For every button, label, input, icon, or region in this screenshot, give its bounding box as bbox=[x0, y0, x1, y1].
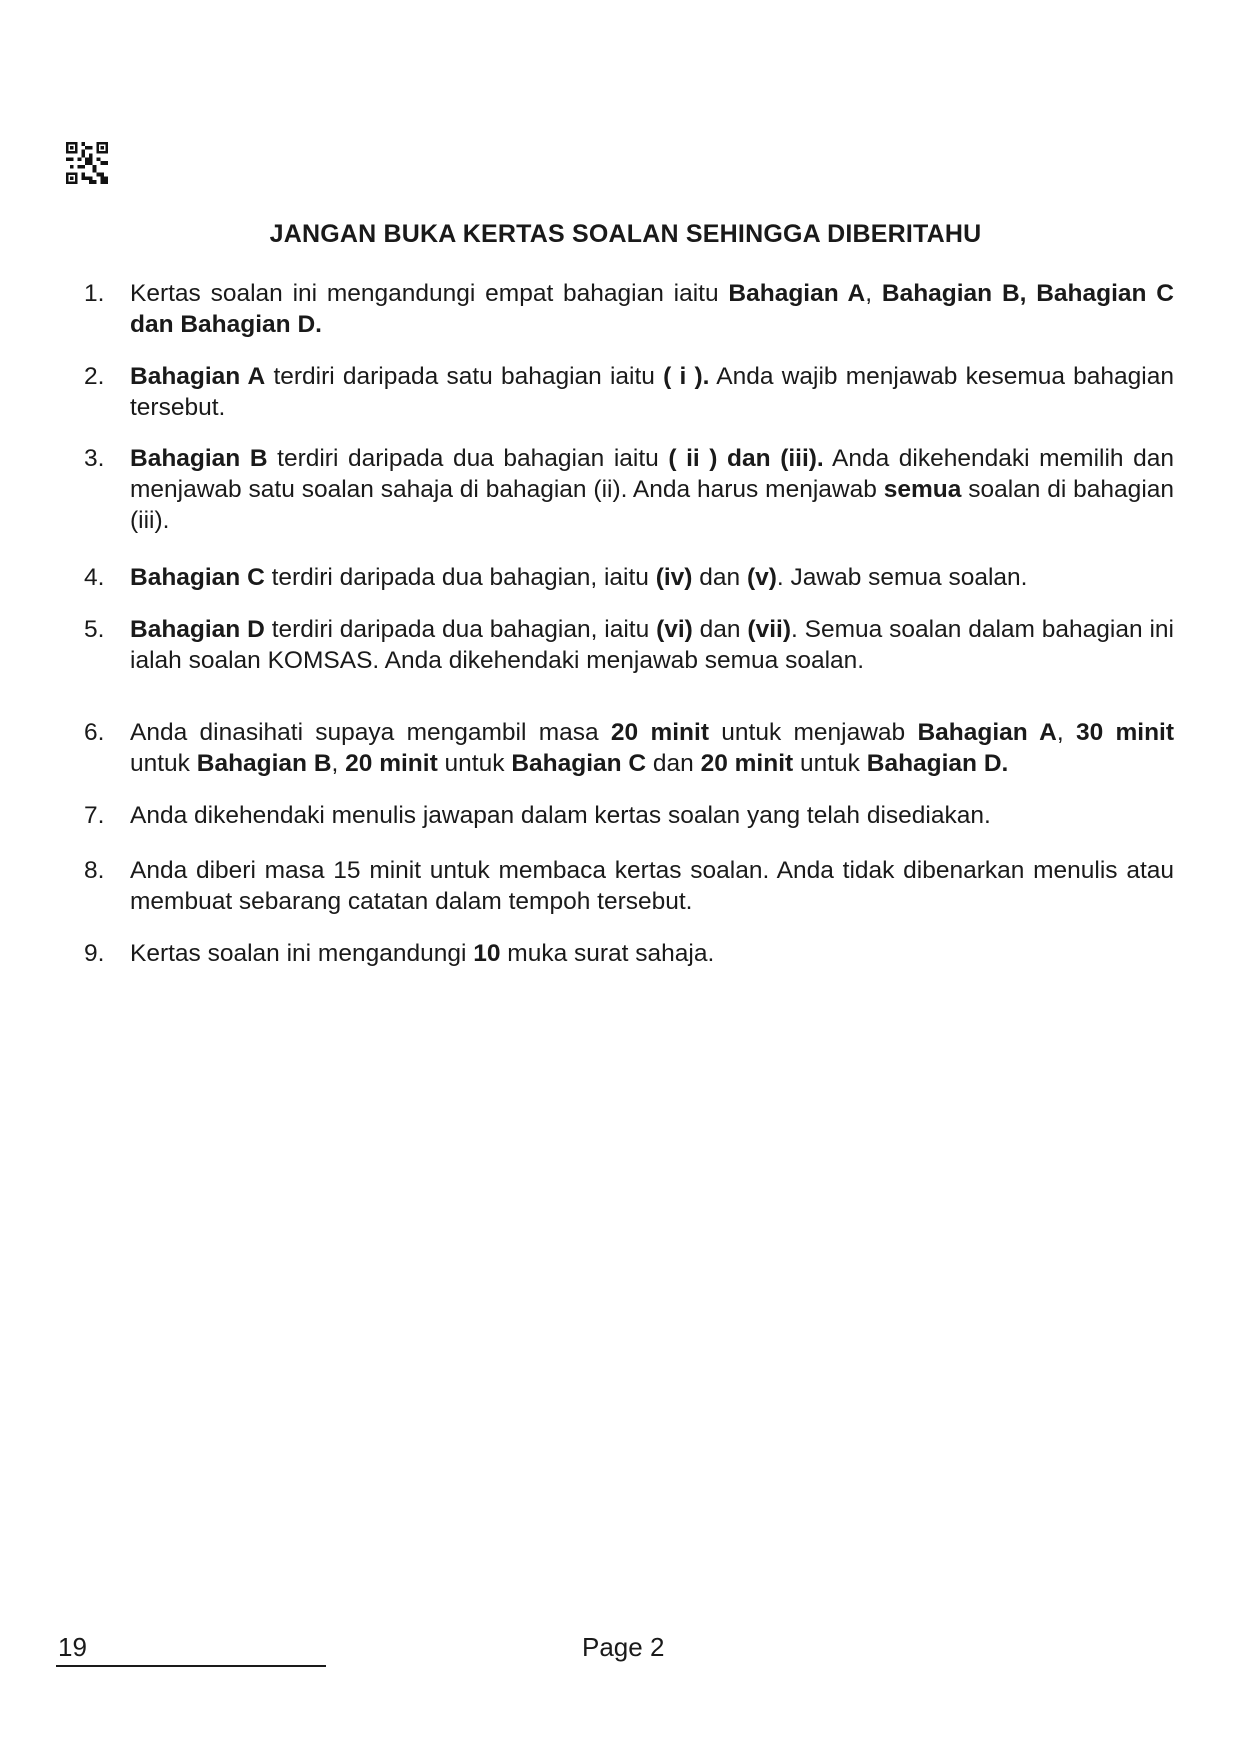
instruction-text-segment: , bbox=[865, 280, 882, 307]
instruction-item bbox=[84, 938, 1174, 969]
instruction-text-bold: Bahagian D. bbox=[866, 750, 1009, 777]
instruction-item bbox=[84, 614, 1174, 676]
instruction-text-bold: Bahagian C bbox=[511, 750, 647, 777]
instruction-text-bold: (vii) bbox=[747, 616, 791, 643]
instruction-text-segment: untuk menjawab bbox=[708, 719, 918, 746]
instruction-number: 6. bbox=[84, 719, 105, 746]
instruction-text-segment: Anda dinasihati supaya mengambil masa bbox=[130, 719, 611, 746]
instruction-number: 3. bbox=[84, 445, 105, 472]
instruction-number: 9. bbox=[84, 940, 105, 967]
instruction-number: 5. bbox=[84, 616, 105, 643]
instruction-text-segment: . Jawab semua soalan. bbox=[776, 564, 1028, 591]
instruction-text bbox=[130, 800, 1174, 831]
instruction-text bbox=[130, 443, 1174, 536]
instruction-text bbox=[130, 278, 1174, 340]
instruction-number: 2. bbox=[84, 363, 105, 390]
instruction-text-segment: dan bbox=[646, 750, 701, 777]
instruction-text-segment: Kertas soalan ini mengandungi bbox=[130, 940, 474, 967]
instruction-text-bold: 10 bbox=[473, 940, 501, 967]
instruction-text-bold: 20 minit bbox=[610, 719, 709, 746]
instruction-text-bold: Bahagian D bbox=[130, 616, 265, 643]
instruction-text-bold: semua bbox=[883, 476, 962, 503]
instruction-text-bold: Bahagian C bbox=[130, 564, 265, 591]
instruction-text-segment: untuk bbox=[437, 750, 512, 777]
instruction-text-segment: terdiri daripada dua bahagian, iaitu bbox=[264, 564, 656, 591]
instruction-text-segment: Anda wajib menjawab kesemua bahagian tersebut. bbox=[130, 363, 1175, 421]
instruction-text-segment: , bbox=[1056, 719, 1076, 746]
instruction-number: 7. bbox=[84, 802, 105, 829]
instruction-text bbox=[130, 717, 1174, 779]
instruction-text-segment: Anda dikehendaki menulis jawapan dalam kertas soalan yang telah disediakan. bbox=[130, 802, 991, 829]
instruction-text-segment: soalan di bahagian (iii). bbox=[130, 476, 1175, 534]
instruction-text-bold: 20 minit bbox=[700, 750, 794, 777]
instruction-text-bold: Bahagian B bbox=[130, 445, 268, 472]
instruction-item bbox=[84, 443, 1174, 536]
instruction-item bbox=[84, 855, 1174, 917]
footer-left-number: 19 bbox=[58, 1632, 87, 1662]
instruction-text-segment: , bbox=[331, 750, 346, 777]
instruction-text-segment: terdiri daripada dua bahagian iaitu bbox=[267, 445, 669, 472]
instruction-text-bold: ( ii ) dan (iii). bbox=[668, 445, 824, 472]
instruction-text-segment: Anda dikehendaki memilih dan menjawab satu soalan sahaja di bahagian (ii). Anda harus menjawab bbox=[130, 445, 1175, 503]
instruction-text bbox=[130, 562, 1174, 593]
instruction-text-bold: ( i ). bbox=[663, 363, 710, 390]
instruction-text-segment: terdiri daripada dua bahagian, iaitu bbox=[264, 616, 657, 643]
instruction-text-bold: (vi) bbox=[656, 616, 693, 643]
instruction-text-segment: terdiri daripada satu bahagian iaitu bbox=[265, 363, 664, 390]
page-number: Page 2 bbox=[582, 1632, 665, 1662]
page-title: JANGAN BUKA KERTAS SOALAN SEHINGGA DIBERITAHU bbox=[269, 220, 982, 248]
instruction-text-segment: dan bbox=[692, 564, 747, 591]
instruction-text bbox=[130, 855, 1174, 917]
instruction-text-bold: Bahagian A bbox=[728, 280, 866, 307]
instruction-text-bold: Bahagian B bbox=[196, 750, 332, 777]
instruction-text bbox=[130, 938, 1174, 969]
instruction-text-bold: 20 minit bbox=[345, 750, 438, 777]
instruction-text-segment: dan bbox=[692, 616, 748, 643]
instruction-item bbox=[84, 800, 1174, 831]
instruction-item bbox=[84, 361, 1174, 423]
instruction-number: 1. bbox=[84, 280, 105, 307]
instruction-text-bold: (iv) bbox=[655, 564, 693, 591]
instruction-number: 8. bbox=[84, 857, 105, 884]
instruction-text-bold: Bahagian B, Bahagian C dan Bahagian D. bbox=[130, 280, 1174, 338]
instruction-item bbox=[84, 278, 1174, 340]
instruction-text-bold: Bahagian A bbox=[917, 719, 1057, 746]
instruction-text-bold: (v) bbox=[746, 564, 777, 591]
instruction-text-segment: Anda diberi masa 15 minit untuk membaca kertas soalan. Anda tidak dibenarkan menulis atau membuat sebarang catatan dalam tempoh tersebut. bbox=[130, 857, 1174, 915]
instruction-text-segment: untuk bbox=[793, 750, 867, 777]
instruction-text-bold: 30 minit bbox=[1075, 719, 1174, 746]
footer-rule bbox=[56, 1665, 326, 1667]
instruction-text bbox=[130, 361, 1174, 423]
instruction-text bbox=[130, 614, 1174, 676]
instruction-item bbox=[84, 562, 1174, 593]
instruction-text-segment: muka surat sahaja. bbox=[500, 940, 715, 967]
instruction-item bbox=[84, 717, 1174, 779]
instruction-text-segment: Kertas soalan ini mengandungi empat bahagian iaitu bbox=[130, 280, 729, 307]
instruction-text-bold: Bahagian A bbox=[130, 363, 266, 390]
instruction-text-segment: . Semua soalan dalam bahagian ini ialah soalan KOMSAS. Anda dikehendaki menjawab semua soalan. bbox=[130, 616, 1174, 674]
qr-code-icon bbox=[65, 142, 109, 184]
instruction-number: 4. bbox=[84, 564, 105, 591]
instruction-text-segment: untuk bbox=[130, 750, 197, 777]
